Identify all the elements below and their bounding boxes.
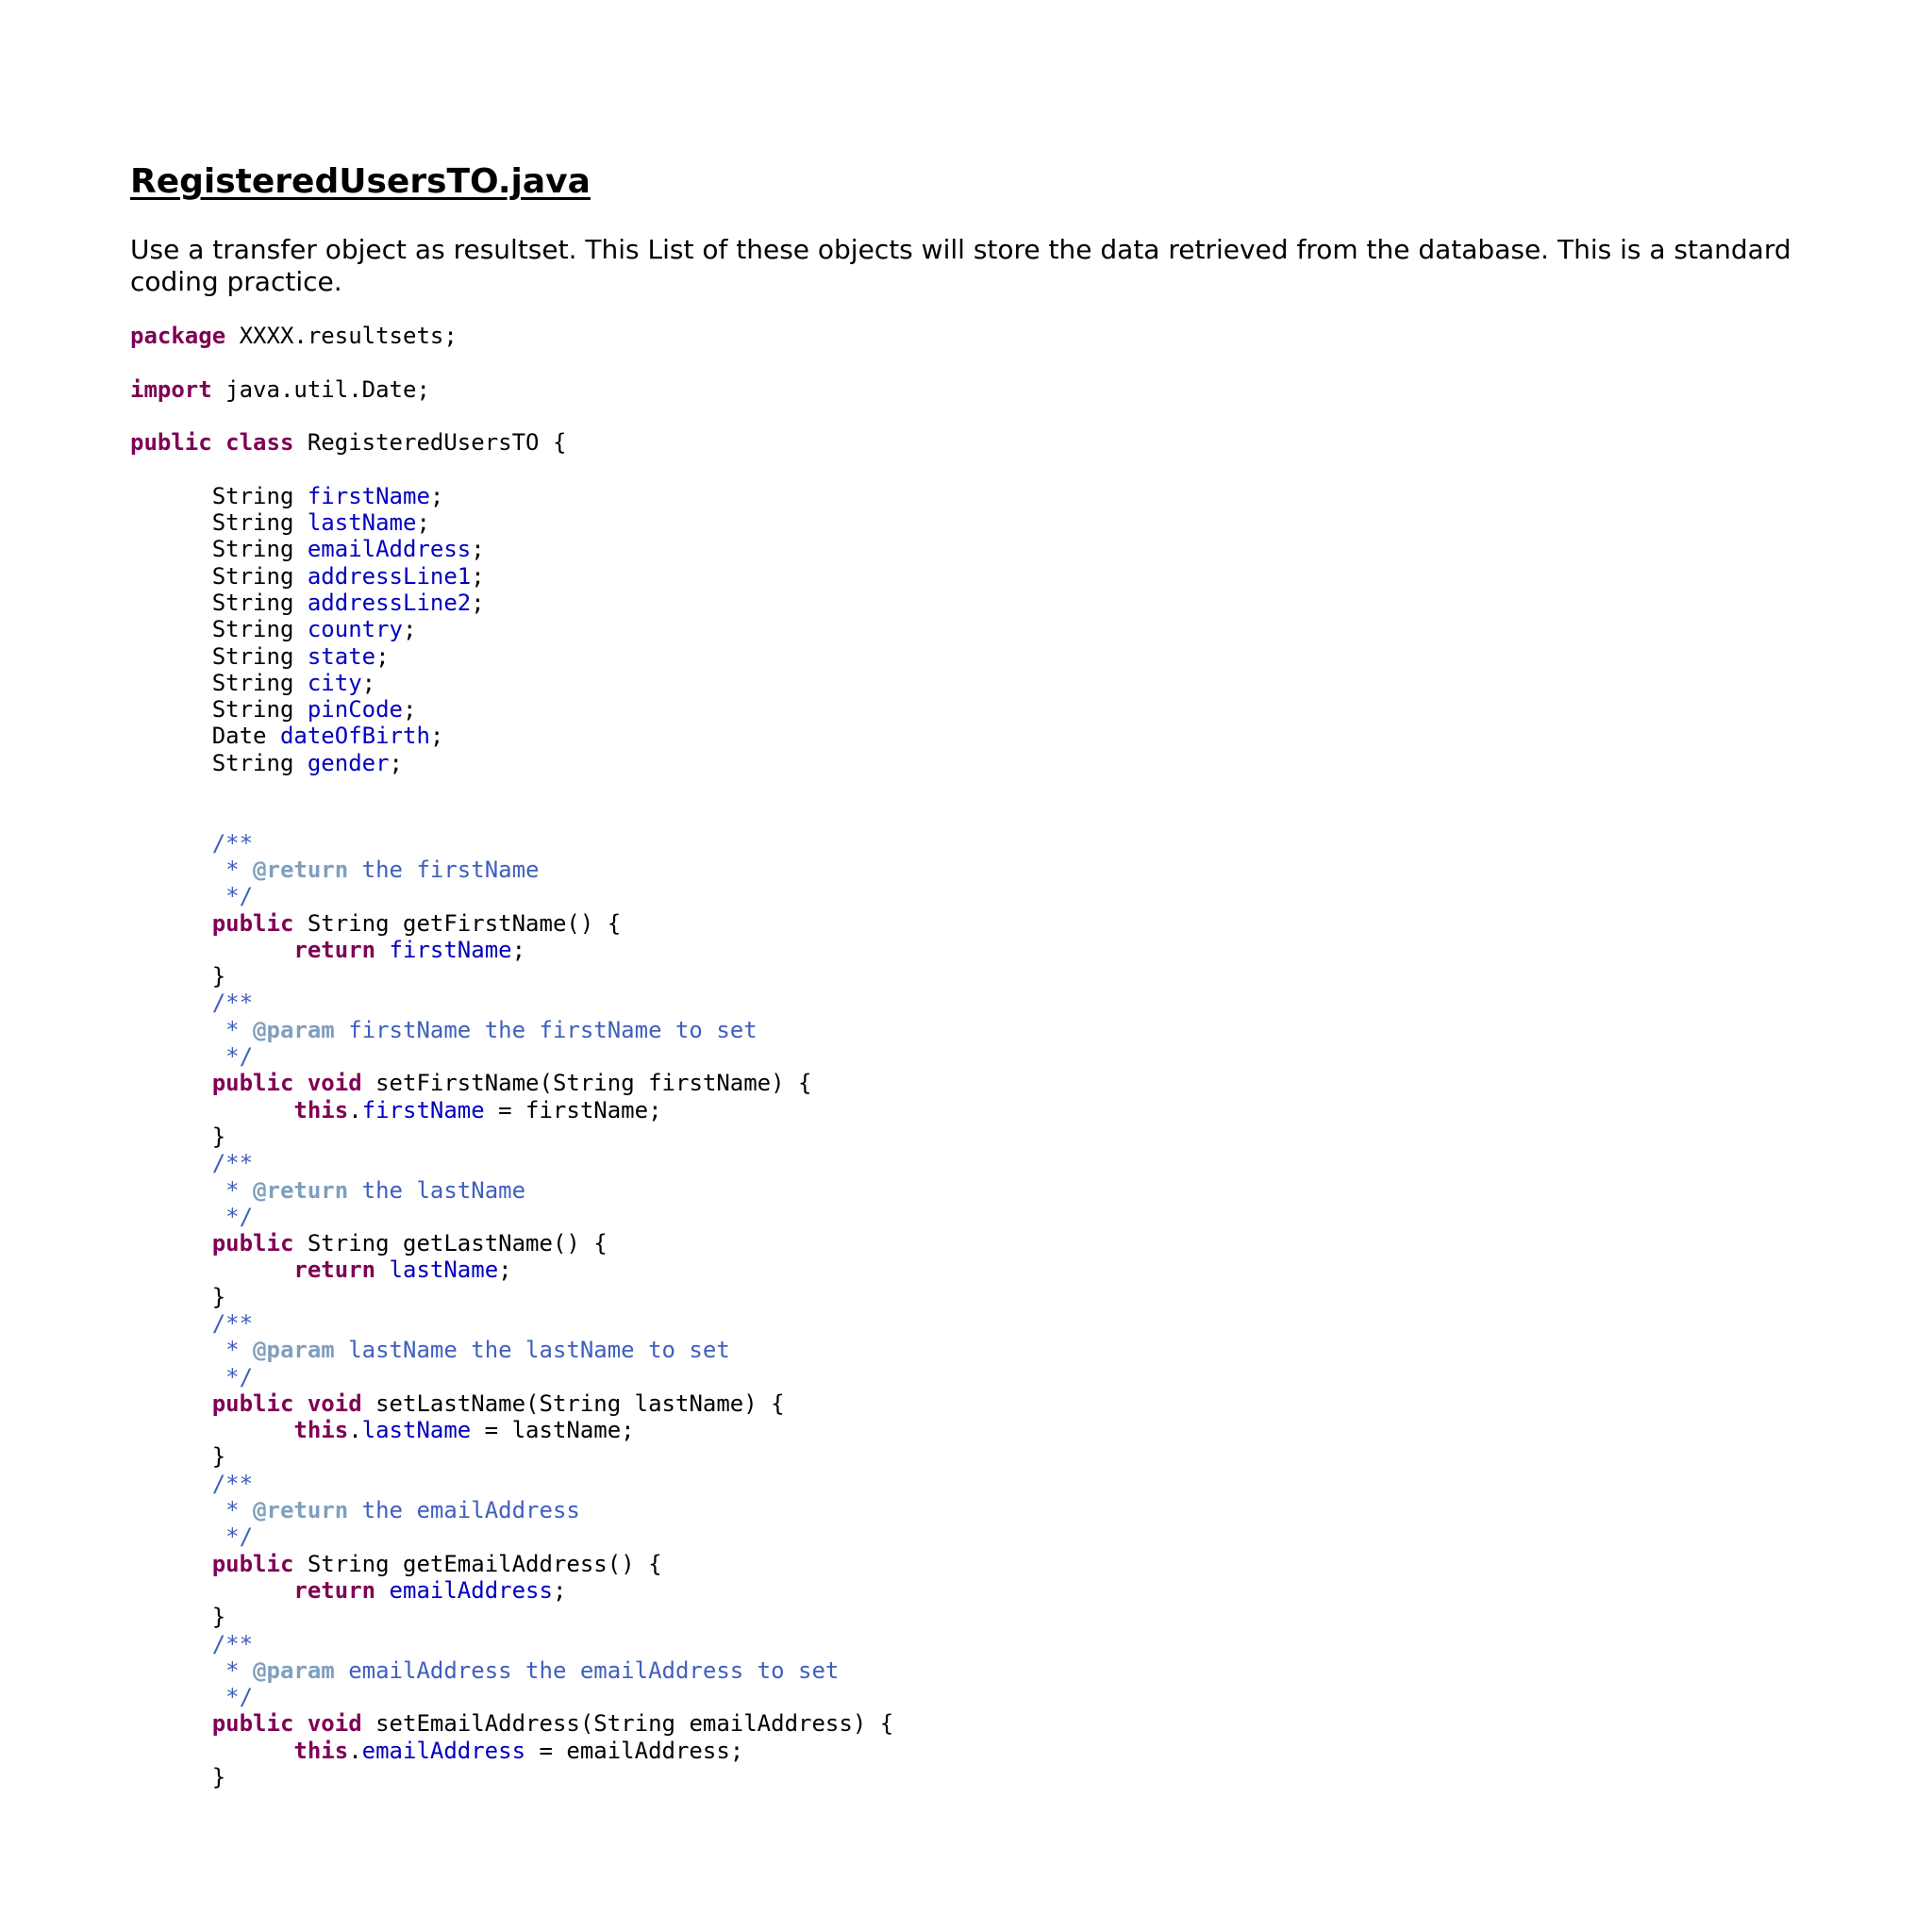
code-keyword: import	[130, 375, 212, 403]
code-text: ;	[375, 642, 390, 670]
code-keyword: public	[211, 1390, 294, 1417]
code-comment: */	[130, 1043, 254, 1071]
code-line	[130, 1123, 1875, 1150]
code-javadoc-tag: @return	[253, 1497, 349, 1524]
code-comment: /**	[130, 1150, 254, 1177]
code-text: ;	[511, 936, 526, 963]
code-keyword: package	[130, 323, 226, 349]
code-keyword: public	[211, 1710, 294, 1738]
code-text: ;	[416, 509, 430, 537]
code-text: ;	[471, 589, 485, 616]
code-line	[130, 563, 1875, 590]
code-field: firstName	[361, 1096, 485, 1123]
code-text: String getEmailAddress() {	[293, 1550, 662, 1577]
code-text	[375, 1577, 389, 1604]
code-text: String	[130, 642, 308, 670]
code-comment: /**	[130, 829, 254, 857]
code-text	[130, 1230, 212, 1257]
code-field: lastName	[361, 1417, 472, 1444]
code-keyword: void	[307, 1710, 362, 1738]
code-line	[130, 696, 1875, 723]
code-line	[130, 1017, 1875, 1043]
code-text: setEmailAddress(String emailAddress) {	[361, 1710, 894, 1738]
code-comment: firstName the firstName to set	[334, 1016, 758, 1043]
code-field: firstName	[307, 482, 430, 509]
code-text: String	[130, 669, 308, 696]
code-field: gender	[307, 749, 390, 776]
code-line	[130, 1310, 1875, 1337]
code-text: String	[130, 696, 308, 724]
code-line	[130, 1070, 1875, 1096]
code-text: ;	[403, 696, 417, 724]
code-comment: */	[130, 1203, 254, 1230]
code-field: lastName	[389, 1257, 499, 1284]
code-line	[130, 1631, 1875, 1657]
code-line	[130, 1764, 1875, 1790]
code-javadoc-tag: @return	[253, 1176, 349, 1204]
code-field: firstName	[389, 936, 512, 963]
code-line	[130, 1443, 1875, 1470]
document-description: Use a transfer object as resultset. This List of these objects will store the data retrieved from the database. This is a standard coding practice.	[130, 234, 1791, 297]
code-text: String	[130, 509, 308, 537]
code-text: String	[130, 616, 308, 643]
code-line	[130, 509, 1875, 536]
code-text: java.util.Date;	[211, 375, 430, 403]
code-keyword: void	[307, 1390, 362, 1417]
code-keyword: this	[293, 1737, 349, 1764]
code-comment: emailAddress the emailAddress to set	[334, 1656, 840, 1684]
document-page	[130, 160, 1875, 1790]
code-comment: */	[130, 1684, 254, 1711]
code-line	[130, 1417, 1875, 1443]
code-text: XXXX.resultsets;	[225, 323, 458, 349]
code-line	[130, 1043, 1875, 1070]
code-field: addressLine2	[307, 589, 472, 616]
code-line	[130, 776, 1875, 803]
code-line	[130, 883, 1875, 909]
code-text: setLastName(String lastName) {	[361, 1390, 785, 1417]
code-line	[130, 403, 1875, 429]
code-text	[130, 937, 293, 963]
code-line	[130, 1523, 1875, 1550]
code-keyword: class	[225, 429, 294, 457]
code-line	[130, 483, 1875, 509]
code-line	[130, 1364, 1875, 1390]
code-line	[130, 803, 1875, 829]
code-text: ;	[403, 616, 417, 643]
code-line	[130, 963, 1875, 990]
code-text: String	[130, 749, 308, 776]
code-javadoc-tag: @param	[253, 1016, 335, 1043]
code-text: }	[130, 963, 226, 990]
code-text	[130, 1738, 293, 1764]
code-text: }	[130, 1443, 226, 1471]
code-keyword: public	[211, 909, 294, 937]
code-text: ;	[498, 1257, 512, 1284]
code-field: lastName	[307, 509, 417, 537]
code-text: }	[130, 1283, 226, 1310]
code-line	[130, 1551, 1875, 1577]
code-comment: the firstName	[348, 856, 540, 883]
code-field: emailAddress	[361, 1737, 526, 1764]
code-line	[130, 536, 1875, 562]
code-line	[130, 643, 1875, 670]
code-javadoc-tag: @return	[253, 856, 349, 883]
code-keyword: public	[211, 1070, 294, 1097]
code-text: String	[130, 536, 308, 563]
code-comment: the lastName	[348, 1176, 526, 1204]
code-comment: *	[130, 856, 254, 883]
code-block	[130, 323, 1875, 1790]
code-text	[375, 1257, 389, 1283]
code-keyword: this	[293, 1417, 349, 1444]
code-keyword: return	[293, 1257, 376, 1284]
code-keyword: this	[293, 1096, 349, 1123]
code-keyword: void	[307, 1070, 362, 1097]
code-line	[130, 1684, 1875, 1710]
code-text	[130, 1257, 293, 1283]
code-comment: *	[130, 1176, 254, 1204]
code-text	[130, 1577, 293, 1604]
code-field: emailAddress	[389, 1576, 553, 1604]
code-text: .	[348, 1096, 362, 1123]
code-keyword: public	[211, 1230, 294, 1257]
code-comment: */	[130, 1363, 254, 1390]
code-text: .	[348, 1737, 362, 1764]
code-text: ;	[471, 562, 485, 590]
code-line	[130, 670, 1875, 696]
code-field: city	[307, 669, 362, 696]
code-line	[130, 1337, 1875, 1363]
code-text: Date	[130, 723, 280, 750]
code-keyword: public	[130, 429, 212, 457]
code-text	[130, 1390, 212, 1417]
code-comment: /**	[130, 1630, 254, 1657]
code-text	[293, 1070, 307, 1096]
code-comment: lastName the lastName to set	[334, 1337, 730, 1364]
code-text	[212, 429, 225, 456]
code-comment: *	[130, 1497, 254, 1524]
code-text: .	[348, 1417, 362, 1444]
code-line	[130, 1710, 1875, 1737]
code-comment: /**	[130, 1470, 254, 1497]
code-line	[130, 1577, 1875, 1604]
code-line	[130, 1497, 1875, 1523]
code-line	[130, 1738, 1875, 1764]
code-field: emailAddress	[307, 536, 472, 563]
code-text	[130, 1097, 293, 1123]
code-line	[130, 750, 1875, 776]
code-line	[130, 910, 1875, 937]
code-text	[130, 1070, 212, 1096]
code-text: }	[130, 1123, 226, 1150]
code-text: ;	[429, 482, 444, 509]
code-line	[130, 456, 1875, 482]
code-line	[130, 376, 1875, 403]
code-field: dateOfBirth	[279, 723, 430, 750]
code-text	[375, 937, 389, 963]
code-line	[130, 349, 1875, 375]
code-line	[130, 1284, 1875, 1310]
code-line	[130, 1230, 1875, 1257]
code-text	[293, 1390, 307, 1417]
code-comment: *	[130, 1656, 254, 1684]
code-line	[130, 1257, 1875, 1283]
code-keyword: return	[293, 936, 376, 963]
code-line	[130, 723, 1875, 749]
code-keyword: public	[211, 1550, 294, 1577]
code-line	[130, 429, 1875, 456]
code-text: = emailAddress;	[525, 1737, 744, 1764]
code-text: }	[130, 1764, 226, 1791]
code-text: = firstName;	[484, 1096, 662, 1123]
code-text: setFirstName(String firstName) {	[361, 1070, 812, 1097]
code-line	[130, 830, 1875, 857]
code-comment: the emailAddress	[348, 1497, 580, 1524]
code-field: state	[307, 642, 376, 670]
code-line	[130, 1097, 1875, 1123]
code-text: ;	[429, 723, 444, 750]
code-line	[130, 1390, 1875, 1417]
code-text: = lastName;	[471, 1417, 635, 1444]
code-comment: *	[130, 1337, 254, 1364]
code-comment: /**	[130, 990, 254, 1017]
code-text: String	[130, 589, 308, 616]
code-text: String getLastName() {	[293, 1230, 608, 1257]
code-line	[130, 1204, 1875, 1230]
code-keyword: return	[293, 1576, 376, 1604]
code-javadoc-tag: @param	[253, 1337, 335, 1364]
code-comment: */	[130, 883, 254, 910]
code-line	[130, 616, 1875, 642]
code-comment: */	[130, 1523, 254, 1551]
code-text: ;	[471, 536, 485, 563]
code-text	[130, 1417, 293, 1443]
code-comment: /**	[130, 1309, 254, 1337]
code-text: ;	[552, 1576, 567, 1604]
code-line	[130, 1657, 1875, 1684]
document-title: RegisteredUsersTO.java	[130, 162, 591, 201]
code-field: pinCode	[307, 696, 403, 724]
code-line	[130, 1177, 1875, 1204]
code-line	[130, 937, 1875, 963]
code-line	[130, 1471, 1875, 1497]
code-field: addressLine1	[307, 562, 472, 590]
code-line	[130, 323, 1875, 349]
code-text	[130, 910, 212, 937]
code-line	[130, 1150, 1875, 1176]
code-text: String getFirstName() {	[293, 909, 622, 937]
code-text: ;	[361, 669, 376, 696]
code-text: RegisteredUsersTO {	[293, 429, 567, 457]
code-line	[130, 990, 1875, 1016]
code-text: String	[130, 482, 308, 509]
code-text: ;	[389, 749, 403, 776]
code-text	[130, 1551, 212, 1577]
code-javadoc-tag: @param	[253, 1656, 335, 1684]
code-text: String	[130, 562, 308, 590]
code-comment: *	[130, 1016, 254, 1043]
code-line	[130, 590, 1875, 616]
code-text: }	[130, 1604, 226, 1631]
code-line	[130, 857, 1875, 883]
code-text	[293, 1710, 307, 1737]
code-text	[130, 1710, 212, 1737]
code-field: country	[307, 616, 403, 643]
code-line	[130, 1604, 1875, 1630]
